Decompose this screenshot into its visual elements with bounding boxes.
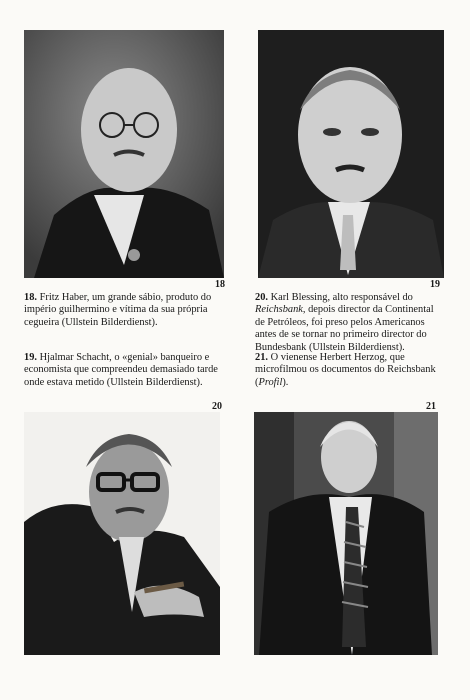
caption-text: Karl Blessing, alto responsável do [270,292,413,303]
caption-21 [255,352,445,389]
photo-fritz-haber [24,30,224,278]
caption-text: Hjalmar Schacht, o «genial» banqueiro e economista que compreendeu demasiado tarde onde estava metido (Ullstein Bilderdienst). [24,352,218,388]
portrait-illustration [24,30,224,278]
photo-number-19: 19 [430,279,440,290]
caption-number: 20. [255,292,271,303]
caption-text: ). [282,376,289,388]
caption-text: , depois director da Continental de Petróleos, foi preso pelos Americanos antes de se tornar no primeiro director do Bundesbank (Ullstein Bilderdienst). [255,304,434,353]
caption-20 [255,292,445,354]
photo-herbert-herzog [254,412,438,655]
portrait-illustration [258,30,444,278]
caption-19 [24,352,229,389]
caption-18 [24,292,229,329]
portrait-illustration [254,412,438,655]
caption-italic: Profil [258,376,283,388]
photo-number-21: 21 [426,401,436,412]
caption-number: 18. [24,292,40,303]
photo-number-18: 18 [215,279,225,290]
caption-italic: Reichsbank [255,304,303,316]
caption-text: O vienense Herbert Herzog, que microfilmou os documentos do Reichsbank ( [255,352,436,388]
portrait-illustration [24,412,220,655]
photo-hjalmar-schacht [24,412,220,655]
caption-number: 21. [255,352,271,363]
photo-number-20: 20 [212,401,222,412]
caption-text: Fritz Haber, um grande sábio, produto do império guilhermino e vítima da sua própria cegueira (Ullstein Bilderdienst). [24,292,212,328]
photo-karl-blessing [258,30,444,278]
caption-number: 19. [24,352,40,363]
